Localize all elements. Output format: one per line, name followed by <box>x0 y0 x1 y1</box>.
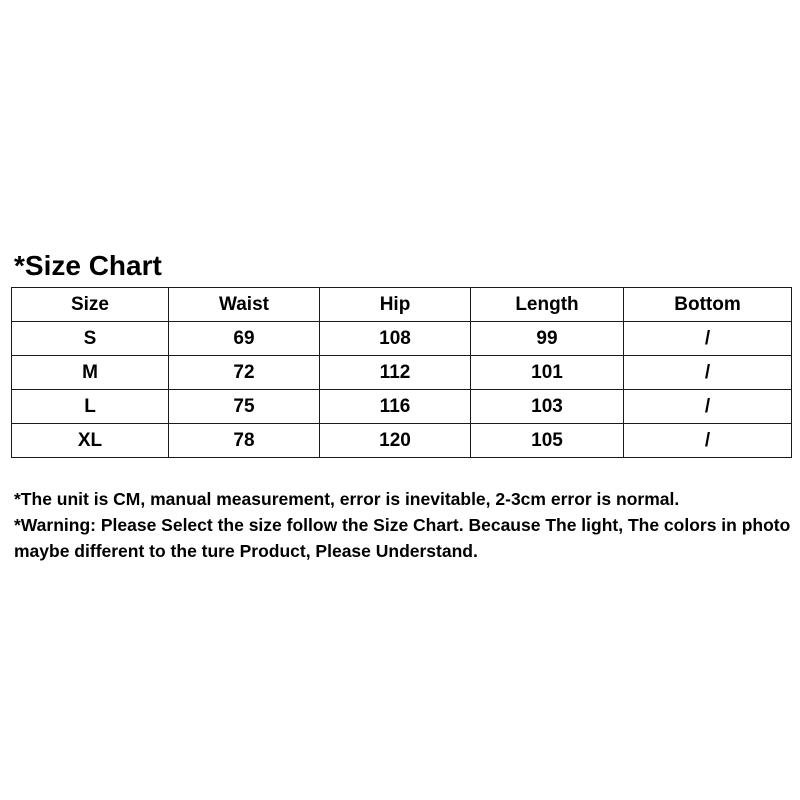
cell-size: L <box>12 390 169 424</box>
unit-note: *The unit is CM, manual measurement, error is inevitable, 2-3cm error is normal. <box>14 489 680 509</box>
cell-length: 101 <box>471 356 624 390</box>
warning-note: *Warning: Please Select the size follow the Size Chart. Because The light, The colors in photo maybe different to the ture Product, Please Understand. <box>14 515 791 561</box>
table-row <box>12 424 792 458</box>
notes-block <box>14 486 794 564</box>
header-waist: Waist <box>169 288 320 322</box>
size-table <box>11 287 792 458</box>
cell-waist: 72 <box>169 356 320 390</box>
cell-hip: 108 <box>320 322 471 356</box>
cell-bottom: / <box>624 356 792 390</box>
cell-waist: 78 <box>169 424 320 458</box>
cell-hip: 112 <box>320 356 471 390</box>
cell-bottom: / <box>624 390 792 424</box>
size-chart-title: *Size Chart <box>14 250 162 281</box>
cell-length: 105 <box>471 424 624 458</box>
cell-size: M <box>12 356 169 390</box>
cell-waist: 75 <box>169 390 320 424</box>
header-size: Size <box>12 288 169 322</box>
cell-size: XL <box>12 424 169 458</box>
cell-length: 103 <box>471 390 624 424</box>
cell-hip: 116 <box>320 390 471 424</box>
cell-size: S <box>12 322 169 356</box>
cell-hip: 120 <box>320 424 471 458</box>
cell-bottom: / <box>624 322 792 356</box>
table-row <box>12 356 792 390</box>
header-bottom: Bottom <box>624 288 792 322</box>
cell-length: 99 <box>471 322 624 356</box>
table-row <box>12 322 792 356</box>
table-header-row <box>12 288 792 322</box>
cell-bottom: / <box>624 424 792 458</box>
cell-waist: 69 <box>169 322 320 356</box>
table-row <box>12 390 792 424</box>
header-hip: Hip <box>320 288 471 322</box>
header-length: Length <box>471 288 624 322</box>
